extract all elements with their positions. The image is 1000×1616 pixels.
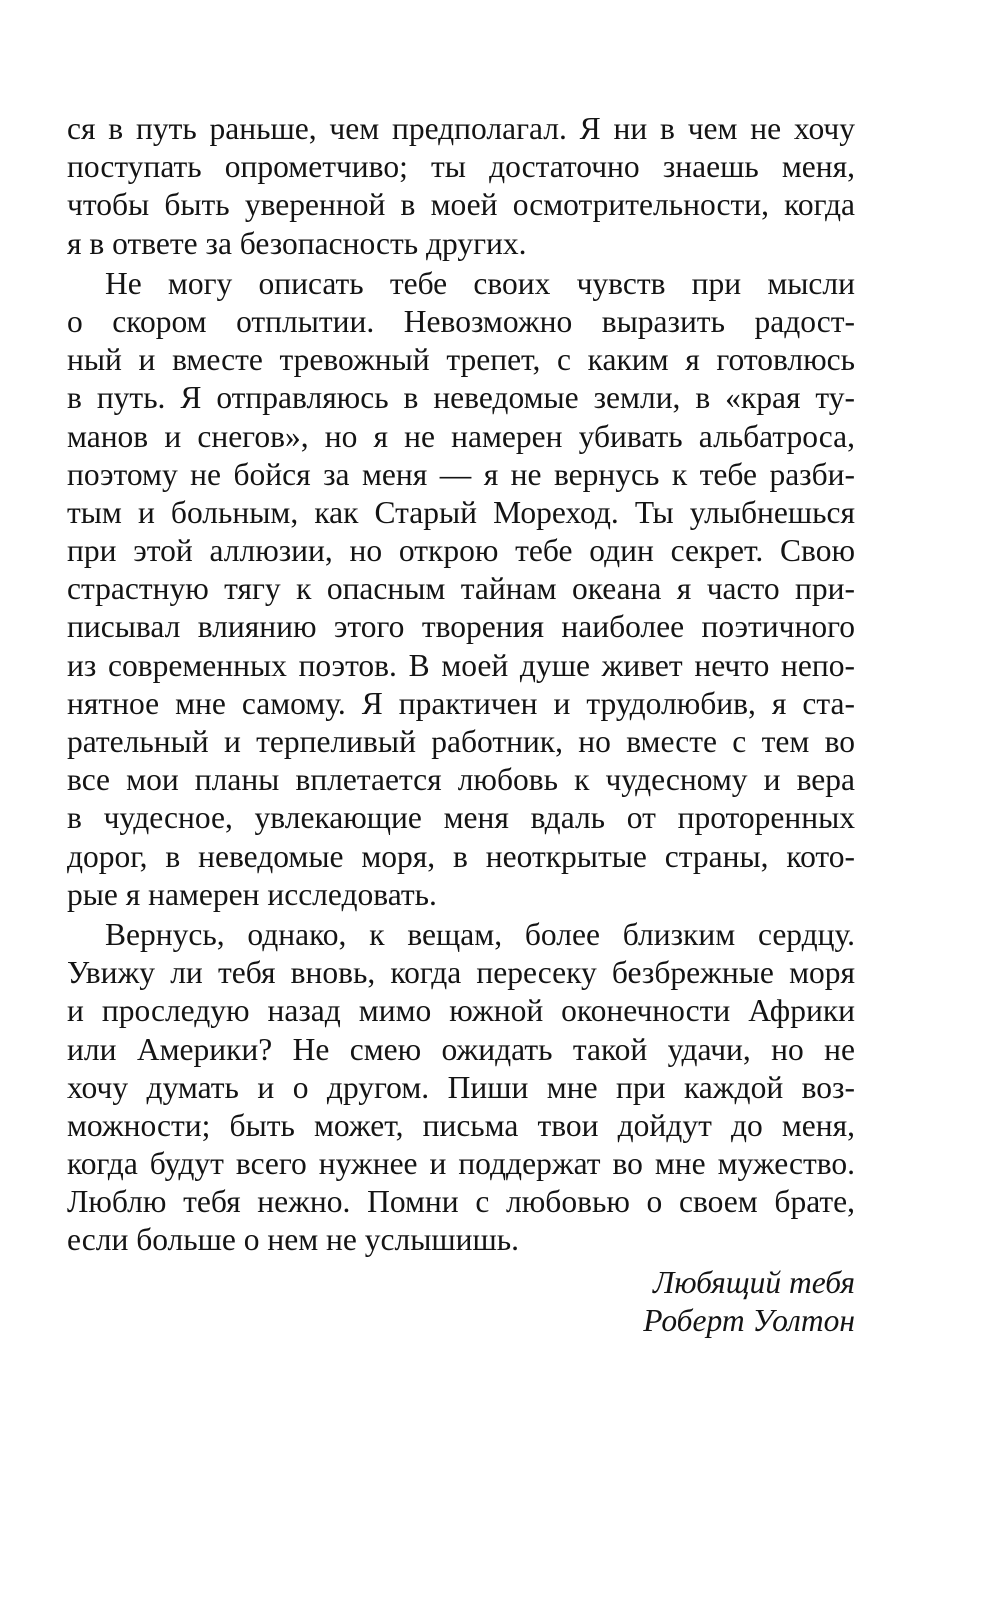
signature-name: Роберт Уолтон [643, 1302, 855, 1338]
text-line: манов и снегов», но я не намерен убивать альбатроса, [67, 418, 855, 454]
text-line: о скором отплытии. Невозможно выразить радост- [67, 303, 855, 339]
text-line: когда будут всего нужнее и поддержат во мне мужество. [67, 1146, 855, 1182]
text-line: рые я намерен исследовать. [67, 876, 437, 912]
text-line: чтобы быть уверенной в моей осмотрительности, когда [67, 187, 855, 223]
text-line: тым и больным, как Старый Мореход. Ты улыбнешься [67, 494, 855, 530]
signature-block [67, 1264, 855, 1340]
paragraph-2 [67, 265, 855, 914]
text-line: ся в путь раньше, чем предполагал. Я ни в чем не хочу [67, 111, 855, 146]
text-line: ный и вместе тревожный трепет, с каким я готовлюсь [67, 342, 855, 378]
text-line: хочу думать и о другом. Пиши мне при каждой воз- [67, 1069, 855, 1105]
text-line: поэтому не бойся за меня — я не вернусь к тебе разби- [67, 456, 855, 492]
text-line: все мои планы вплетается любовь к чудесному и вера [67, 762, 855, 798]
paragraph-3 [67, 916, 855, 1260]
text-line: или Америки? Не смею ожидать такой удачи, но не [67, 1031, 855, 1067]
text-line: Люблю тебя нежно. Помни с любовью о своем брате, [67, 1184, 855, 1220]
text-line: в чудесное, увлекающие меня вдаль от проторенных [67, 800, 855, 836]
text-line: Увижу ли тебя вновь, когда пересеку безбрежные моря [67, 955, 855, 991]
text-line: можности; быть может, письма твои дойдут до меня, [67, 1107, 855, 1143]
text-line: и проследую назад мимо южной оконечности Африки [67, 993, 855, 1029]
text-line: из современных поэтов. В моей душе живет нечто непо- [67, 647, 855, 683]
signature-closing: Любящий тебя [653, 1264, 855, 1300]
text-line: писывал влиянию этого творения наиболее поэтичного [67, 609, 855, 645]
text-line: если больше о нем не услышишь. [67, 1222, 519, 1258]
text-line: нятное мне самому. Я практичен и трудолюбив, я ста- [67, 685, 855, 721]
letter-page [67, 110, 855, 1340]
text-line: дорог, в неведомые моря, в неоткрытые страны, кото- [67, 838, 855, 874]
text-line: Не могу описать тебе своих чувств при мысли [105, 265, 855, 301]
text-line: при этой аллюзии, но открою тебе один секрет. Свою [67, 533, 855, 569]
text-line: я в ответе за безопасность других. [67, 225, 527, 261]
text-line: рательный и терпеливый работник, но вместе с тем во [67, 724, 855, 759]
text-line: поступать опрометчиво; ты достаточно знаешь меня, [67, 149, 855, 185]
paragraph-1 [67, 110, 855, 263]
text-line: Вернусь, однако, к вещам, более близким сердцу. [105, 916, 855, 952]
text-line: страстную тягу к опасным тайнам океана я часто при- [67, 571, 855, 607]
text-line: в путь. Я отправляюсь в неведомые земли, в «края ту- [67, 380, 855, 416]
